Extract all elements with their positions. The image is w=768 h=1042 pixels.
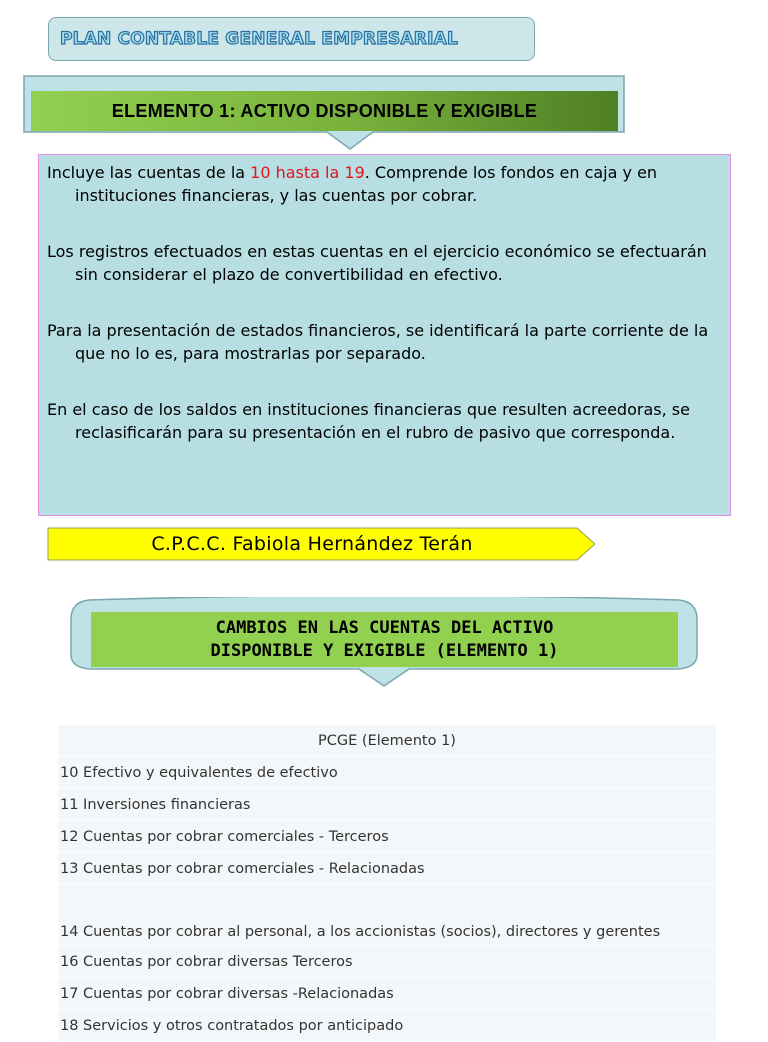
- description-paragraph-3: Para la presentación de estados financieros, se identificará la parte corriente de la que no lo es, para mostrarlas por separado.: [47, 321, 709, 363]
- table-row: 18 Servicios y otros contratados por anticipado: [58, 1010, 716, 1042]
- pcge-table: [58, 725, 716, 1042]
- description-paragraph-2: Los registros efectuados en estas cuentas en el ejercicio económico se efectuarán sin considerar el plazo de convertibilidad en efectivo.: [47, 242, 707, 284]
- table-row: 12 Cuentas por cobrar comerciales - Terceros: [58, 821, 716, 853]
- table-row: 17 Cuentas por cobrar diversas -Relacionadas: [58, 978, 716, 1010]
- table-row: 10 Efectivo y equivalentes de efectivo: [58, 757, 716, 789]
- description-paragraph-4: En el caso de los saldos en instituciones financieras que resulten acreedoras, se reclasificarán para su presentación en el rubro de pasivo que corresponda.: [47, 400, 690, 442]
- element1-title: ELEMENTO 1: ACTIVO DISPONIBLE Y EXIGIBLE: [111, 100, 538, 121]
- changes-title-line1: CAMBIOS EN LAS CUENTAS DEL ACTIVO: [215, 617, 554, 638]
- description-box: [38, 154, 731, 516]
- element1-title-bar: [31, 91, 618, 131]
- description-paragraph-1: Incluye las cuentas de la 10 hasta la 19. Comprende los fondos en caja y en instituciones financieras, y las cuentas por cobrar.: [47, 163, 658, 205]
- document-title-box: [48, 17, 535, 61]
- table-row: 14 Cuentas por cobrar al personal, a los accionistas (socios), directores y gerentes: [58, 885, 716, 946]
- document-title: PLAN CONTABLE GENERAL EMPRESARIAL: [60, 29, 459, 49]
- table-row: 16 Cuentas por cobrar diversas Terceros: [58, 946, 716, 978]
- author-name: C.P.C.C. Fabiola Hernández Terán: [151, 533, 473, 555]
- account-range-highlight: 10 hasta la 19: [250, 163, 365, 182]
- changes-title-bar: [91, 612, 678, 667]
- table-header: PCGE (Elemento 1): [58, 725, 716, 757]
- changes-title-line2: DISPONIBLE Y EXIGIBLE (ELEMENTO 1): [210, 640, 559, 661]
- table-row: 13 Cuentas por cobrar comerciales - Relacionadas: [58, 853, 716, 885]
- table-row: 11 Inversiones financieras: [58, 789, 716, 821]
